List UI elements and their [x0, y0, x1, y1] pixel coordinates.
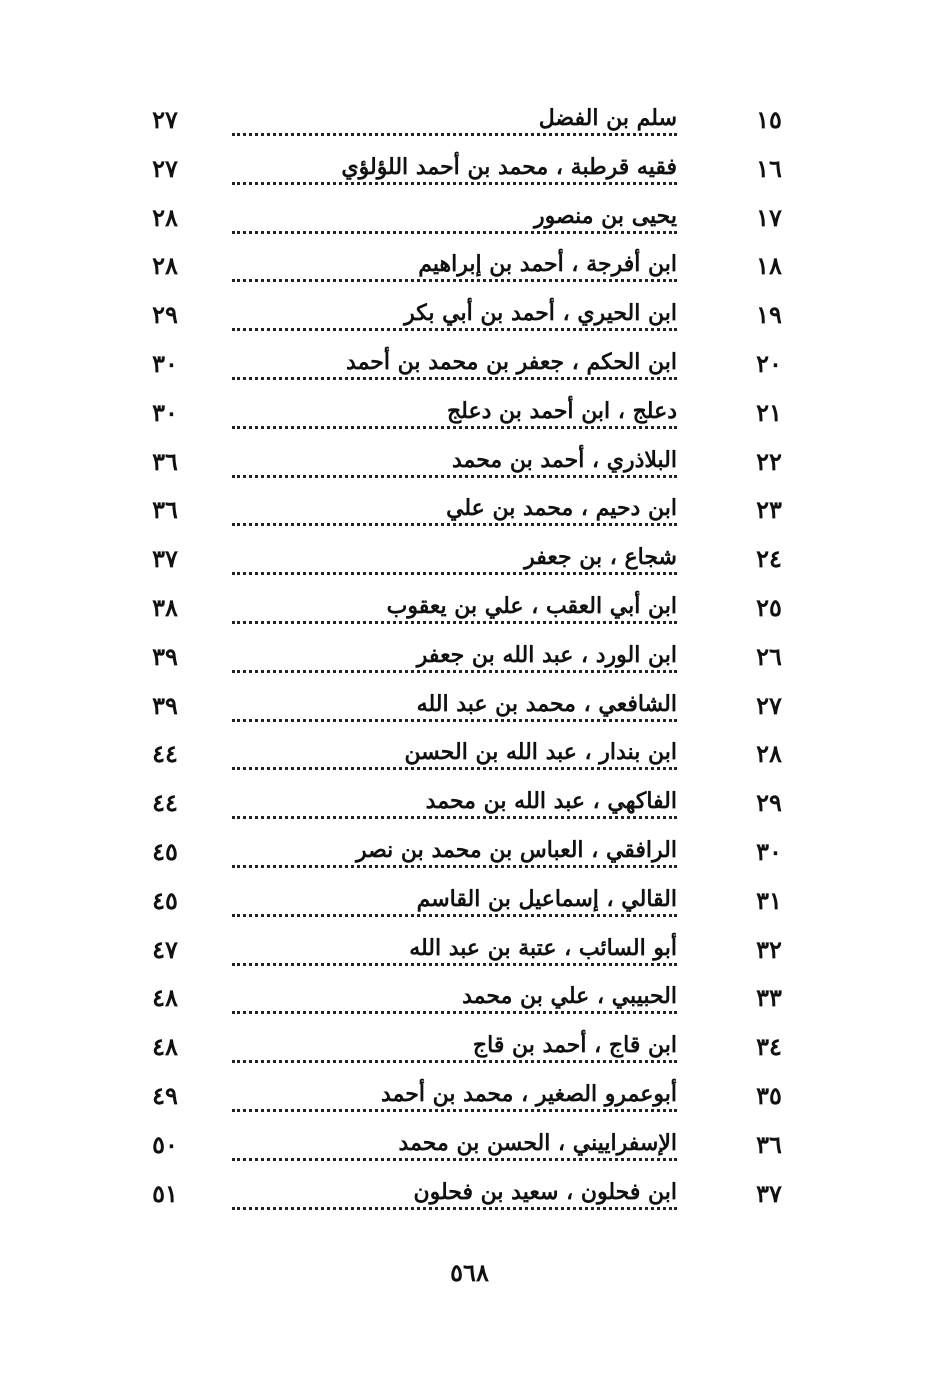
entry-page: ٢٧ [152, 153, 178, 183]
entry-title: الشافعي ، محمد بن عبد الله [411, 691, 677, 717]
entry-page: ٢٨ [152, 202, 178, 232]
entry-number: ١٥ [756, 105, 782, 134]
entry-title: شجاع ، بن جعفر [518, 544, 677, 570]
entry-number: ٣٦ [756, 1129, 782, 1159]
entry-number: ٢٣ [756, 495, 782, 525]
toc-row [0, 390, 939, 439]
entry-title: ابن فحلون ، سعيد بن فحلون [407, 1179, 677, 1205]
entry-title: ابن الحيري ، أحمد بن أبي بكر [398, 300, 677, 326]
entry-page: ٢٨ [152, 251, 178, 281]
entry-page: ٤٧ [152, 934, 178, 964]
entry-title: الرافقي ، العباس بن محمد بن نصر [350, 837, 677, 863]
entry-number: ٢٢ [756, 446, 782, 476]
entry-title: يحيى بن منصور [528, 203, 677, 229]
entry-title: البلاذري ، أحمد بن محمد [446, 447, 677, 473]
entry-page: ٤٤ [152, 788, 178, 818]
entry-number: ١٨ [756, 251, 782, 281]
toc-row [0, 1122, 939, 1171]
entry-number: ٢٤ [756, 544, 782, 574]
entry-number: ٢٠ [756, 348, 782, 378]
toc-row [0, 1073, 939, 1122]
entry-page: ٣٨ [152, 592, 178, 622]
entry-title: القالي ، إسماعيل بن القاسم [411, 886, 677, 912]
entry-title: الفاكهي ، عبد الله بن محمد [420, 788, 677, 814]
entry-number: ٣٥ [756, 1080, 782, 1110]
table-of-contents [0, 97, 939, 1219]
toc-row [0, 195, 939, 244]
entry-number: ١٩ [756, 300, 782, 330]
toc-row [0, 878, 939, 927]
toc-row [0, 292, 939, 341]
entry-page: ٥١ [152, 1178, 178, 1208]
entry-page: ٣٧ [152, 544, 178, 574]
entry-page: ٤٥ [152, 885, 178, 915]
toc-row [0, 243, 939, 292]
entry-page: ٣٩ [152, 690, 178, 720]
toc-row [0, 585, 939, 634]
entry-number: ١٧ [756, 202, 782, 232]
toc-row [0, 975, 939, 1024]
entry-number: ٣٧ [756, 1178, 782, 1208]
entry-number: ٣١ [756, 885, 782, 915]
entry-number: ٢١ [756, 397, 782, 427]
entry-number: ٢٧ [756, 690, 782, 720]
toc-row [0, 1171, 939, 1220]
toc-row [0, 439, 939, 488]
toc-row [0, 487, 939, 536]
entry-number: ٣٠ [756, 836, 782, 866]
entry-page: ٤٨ [152, 983, 178, 1013]
entry-page: ٢٩ [152, 300, 178, 330]
entry-number: ٢٥ [756, 592, 782, 622]
entry-title: الحبيبي ، علي بن محمد [456, 983, 677, 1009]
entry-title: ابن دحيم ، محمد بن علي [440, 495, 677, 521]
entry-page: ٤٤ [152, 739, 178, 769]
entry-title: ابن قاج ، أحمد بن قاج [467, 1032, 677, 1058]
entry-page: ٣٦ [152, 495, 178, 525]
entry-number: ٢٨ [756, 739, 782, 769]
toc-row [0, 780, 939, 829]
page-number: ٥٦٨ [450, 1258, 489, 1287]
toc-row [0, 829, 939, 878]
entry-title: أبوعمرو الصغير ، محمد بن أحمد [375, 1081, 677, 1107]
toc-row [0, 634, 939, 683]
entry-page: ٤٥ [152, 836, 178, 866]
entry-number: ٢٦ [756, 641, 782, 671]
entry-number: ٣٢ [756, 934, 782, 964]
entry-title: أبو السائب ، عتبة بن عبد الله [403, 935, 677, 961]
entry-page: ٣٦ [152, 446, 178, 476]
entry-page: ٤٨ [152, 1032, 178, 1062]
entry-number: ٣٣ [756, 983, 782, 1013]
entry-title: ابن الحكم ، جعفر بن محمد بن أحمد [340, 349, 677, 375]
toc-row [0, 683, 939, 732]
entry-page: ٣٠ [152, 348, 178, 378]
toc-row [0, 1024, 939, 1073]
entry-title: دعلج ، ابن أحمد بن دعلج [441, 398, 677, 424]
toc-row [0, 146, 939, 195]
toc-row [0, 536, 939, 585]
entry-title: سلم بن الفضل [533, 105, 677, 131]
toc-row [0, 731, 939, 780]
entry-title: الإسفراييني ، الحسن بن محمد [393, 1130, 677, 1156]
entry-title: ابن الورد ، عبد الله بن جعفر [411, 642, 677, 668]
entry-page: ٣٩ [152, 641, 178, 671]
entry-title: ابن أبي العقب ، علي بن يعقوب [381, 593, 677, 619]
entry-page: ٣٠ [152, 397, 178, 427]
entry-page: ٥٠ [152, 1129, 178, 1159]
toc-row [0, 927, 939, 976]
entry-page: ٢٧ [152, 105, 178, 134]
entry-title: ابن بندار ، عبد الله بن الحسن [398, 739, 677, 765]
entry-title: فقيه قرطبة ، محمد بن أحمد اللؤلؤي [335, 154, 677, 180]
entry-number: ١٦ [756, 153, 782, 183]
entry-page: ٤٩ [152, 1080, 178, 1110]
toc-row [0, 341, 939, 390]
entry-number: ٣٤ [756, 1032, 782, 1062]
entry-title: ابن أفرجة ، أحمد بن إبراهيم [412, 251, 677, 277]
entry-number: ٢٩ [756, 788, 782, 818]
toc-row [0, 97, 939, 146]
